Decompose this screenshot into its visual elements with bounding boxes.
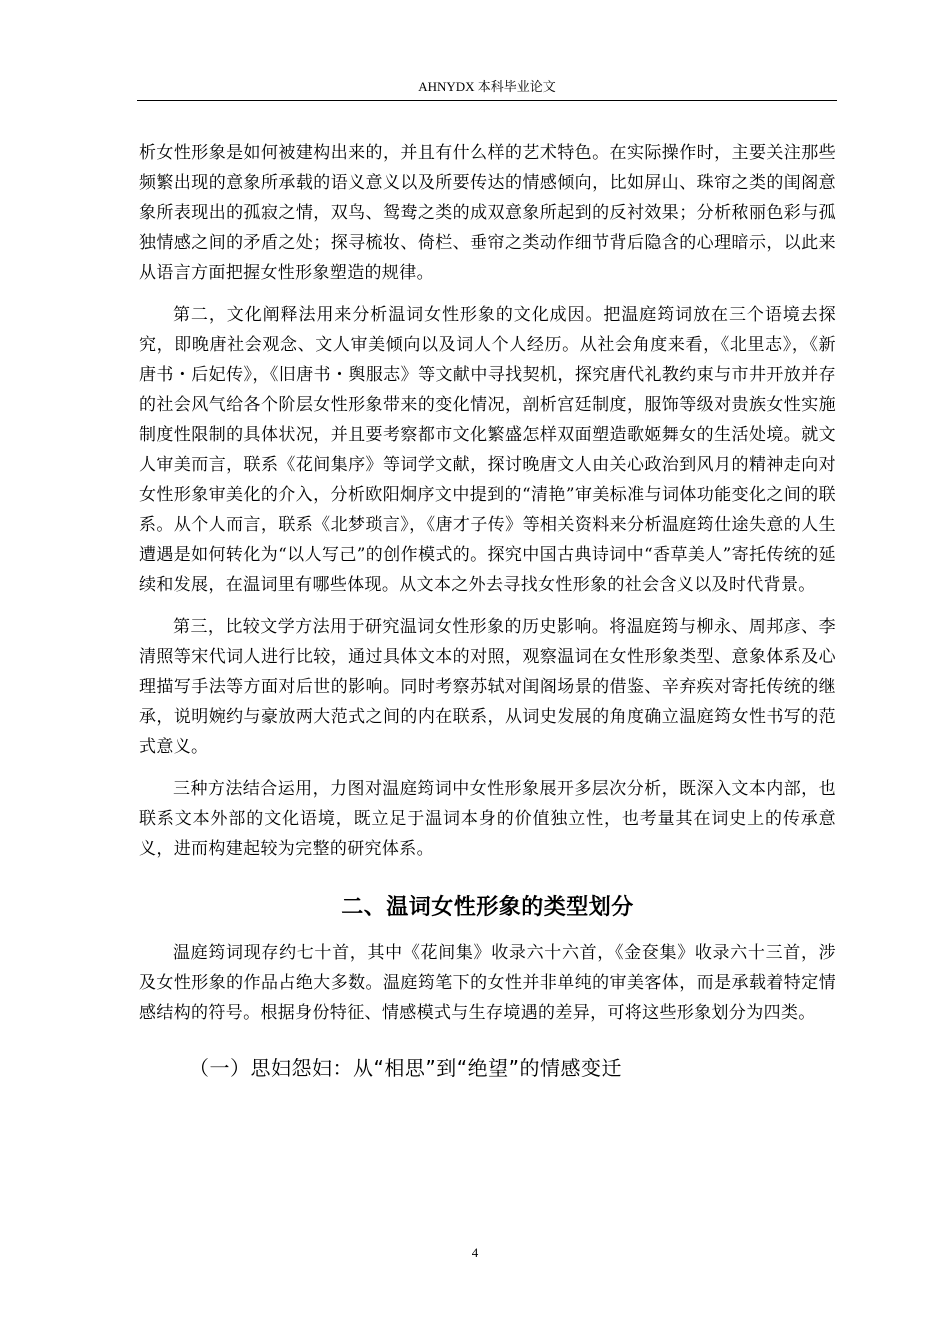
paragraph-continued: 析女性形象是如何被建构出来的，并且有什么样的艺术特色。在实际操作时，主要关注那些频繁出现的意象所承载的语义意义以及所要传达的情感倾向，比如屏山、珠帘之类的闺阁意象所表现出的孤寂之情，双鸟、鸳鸯之类的成双意象所起到的反衬效果；分析秾丽色彩与孤独情感之间的矛盾之处；探寻梳妆、倚栏、垂帘之类动作细节背后隐含的心理暗示，以此来从语言方面把握女性形象塑造的规律。 xyxy=(139,143,836,283)
paragraph-method-two: 第二，文化阐释法用来分析温词女性形象的文化成因。把温庭筠词放在三个语境去探究，即晚唐社会观念、文人审美倾向以及词人个人经历。从社会角度来看，《北里志》，《新唐书・后妃传》，《旧唐书・舆服志》等文献中寻找契机，探究唐代礼教约束与市井开放并存的社会风气给各个阶层女性形象带来的变化情况，剖析宫廷制度，服饰等级对贵族女性实施制度性限制的具体状况，并且要考察都市文化繁盛怎样双面塑造歌姬舞女的生活处境。就文人审美而言，联系《花间集序》等词学文献，探讨晚唐文人由关心政治到风月的精神走向对女性形象审美化的介入，分析欧阳炯序文中提到的“清艳”审美标准与词体功能变化之间的联系。从个人而言，联系《北梦琐言》，《唐才子传》等相关资料来分析温庭筠仕途失意的人生遭遇是如何转化为“以人写己”的创作模式的。探究中国古典诗词中“香草美人”寄托传统的延续和发展，在温词里有哪些体现。从文本之外去寻找女性形象的社会含义以及时代背景。 xyxy=(139,305,836,595)
page-body xyxy=(139,138,836,1086)
page-number: 4 xyxy=(471,1245,479,1260)
subsection-heading: （一）思妇怨妇：从“相思”到“绝望”的情感变迁 xyxy=(189,1056,622,1080)
paragraph-summary: 三种方法结合运用，力图对温庭筠词中女性形象展开多层次分析，既深入文本内部，也联系文本外部的文化语境，既立足于温词本身的价值独立性，也考量其在词史上的传承意义，进而构建起较为完整的研究体系。 xyxy=(139,779,836,859)
header-rule xyxy=(137,100,837,101)
paragraph-method-three: 第三，比较文学方法用于研究温词女性形象的历史影响。将温庭筠与柳永、周邦彦、李清照等宋代词人进行比较，通过具体文本的对照，观察温词在女性形象类型、意象体系及心理描写手法等方面对后世的影响。同时考察苏轼对闺阁场景的借鉴、辛弃疾对寄托传统的继承，说明婉约与豪放两大范式之间的内在联系，从词史发展的角度确立温庭筠女性书写的范式意义。 xyxy=(139,617,836,757)
running-header: AHNYDX 本科毕业论文 xyxy=(418,79,556,94)
section-intro-paragraph: 温庭筠词现存约七十首，其中《花间集》收录六十六首，《金奁集》收录六十三首，涉及女性形象的作品占绝大多数。温庭筠笔下的女性并非单纯的审美客体，而是承载着特定情感结构的符号。根据身份特征、情感模式与生存境遇的差异，可将这些形象划分为四类。 xyxy=(139,943,836,1023)
section-heading: 二、温词女性形象的类型划分 xyxy=(341,895,634,920)
